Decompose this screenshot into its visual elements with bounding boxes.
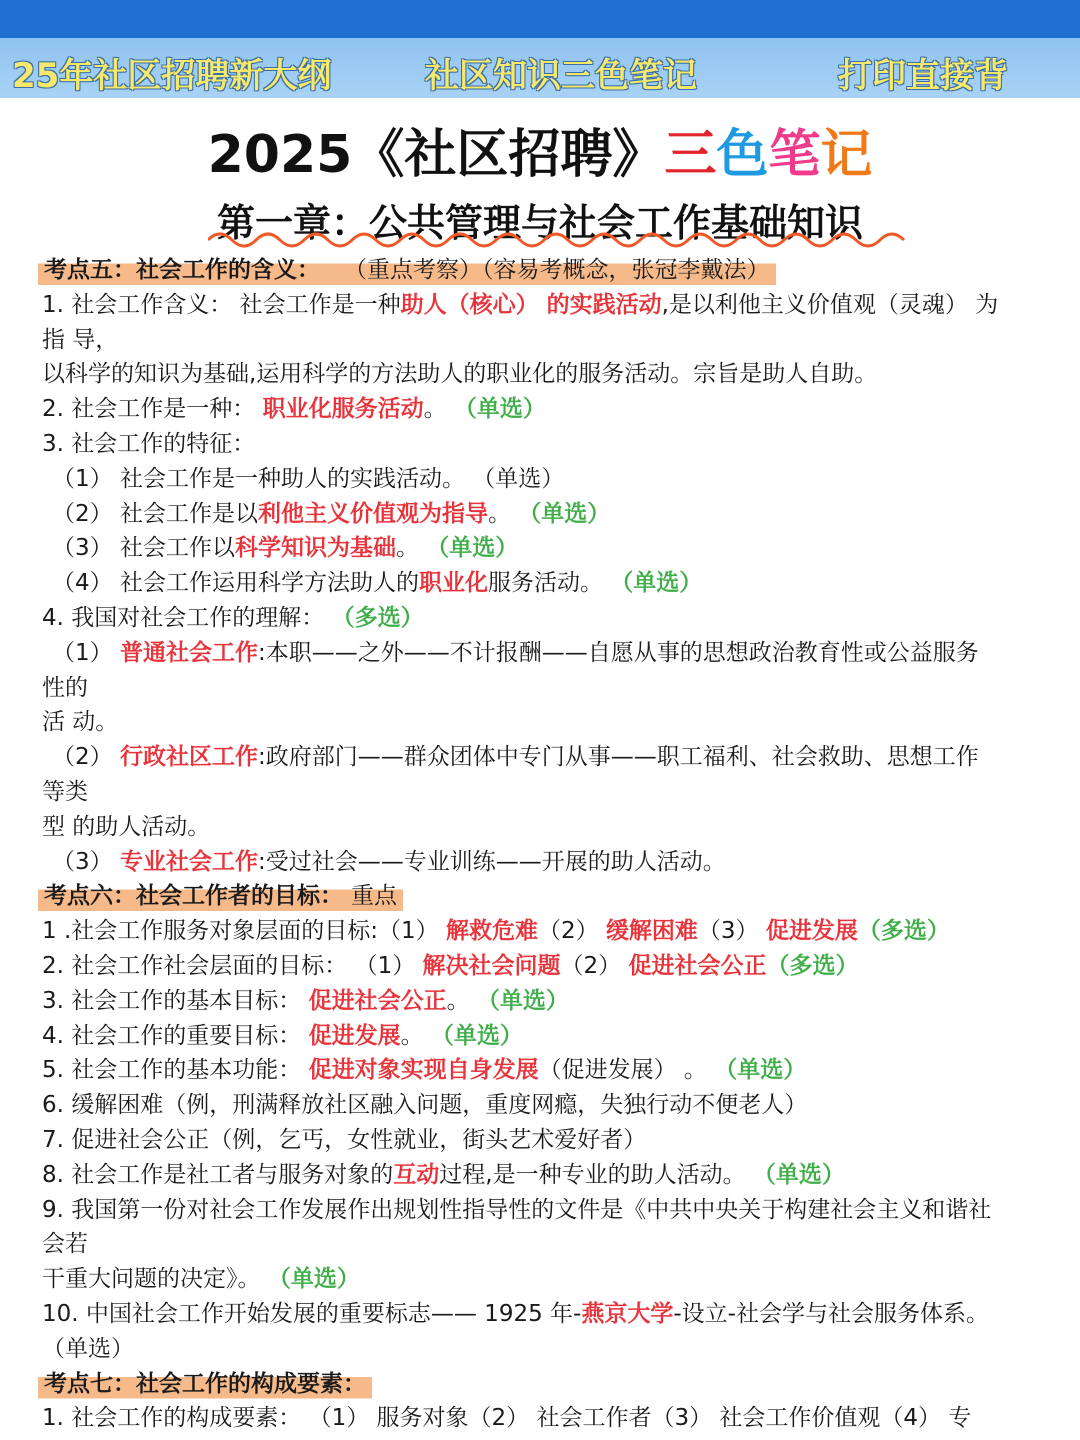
text: 1. 社会工作含义： 社会工作是一种 <box>42 291 401 318</box>
text: 3. 社会工作的基本目标： <box>42 987 309 1014</box>
key-term: 职业化 <box>418 570 488 597</box>
title-char-2: 色 <box>716 125 769 185</box>
list-item: 等类 <box>42 778 88 805</box>
list-item: 性的 <box>42 674 88 701</box>
key-term: 互动 <box>393 1161 440 1188</box>
text: 2. 社会工作社会层面的目标： （1） <box>42 952 423 979</box>
notes-content <box>42 253 1072 1436</box>
heading-text: 考点六：社会工作者的目标： <box>44 883 343 910</box>
title-char-1: 三 <box>664 125 717 185</box>
list-item: 6. 缓解困难（例，刑满释放社区融入问题，重度网瘾，失独行动不便老人） <box>42 1092 808 1119</box>
key-term: 专业社会工作 <box>119 848 258 875</box>
question-type: （单选） <box>714 1057 807 1084</box>
text: （2） 社会工作是以 <box>52 500 258 527</box>
key-term: 促进社会公正 <box>308 987 447 1014</box>
highlight-marker <box>38 879 403 914</box>
list-item <box>42 984 1072 1019</box>
key-term: 利他主义价值观为指导 <box>257 500 488 527</box>
list-item <box>42 1019 1072 1054</box>
list-item <box>42 1053 1072 1088</box>
question-type: （单选） <box>752 1161 845 1188</box>
text: 4. 我国对社会工作的理解： <box>42 604 332 631</box>
question-type: （单选） <box>476 987 569 1014</box>
text: （促进发展） 。 <box>538 1057 715 1084</box>
key-term: 普通社会工作 <box>119 639 258 666</box>
text: 过程,是一种专业的助人活动。 <box>439 1161 753 1188</box>
key-term: 科学知识为基础 <box>234 535 396 562</box>
key-term: 燕京大学 <box>581 1300 674 1327</box>
key-term: 行政社区工作 <box>119 744 258 771</box>
text: :本职——之外——不计报酬——自愿从事的思想政治教育性或公益服务 <box>257 639 979 666</box>
list-item <box>42 740 1072 775</box>
list-item <box>42 1262 1072 1297</box>
text: 10. 中国社会工作开始发展的重要标志—— 1925 年- <box>42 1300 582 1327</box>
heading-note: 重点 <box>351 883 398 910</box>
banner-text-right: 打印直接背 <box>838 56 1008 96</box>
heading-note: （重点考察）（容易考概念，张冠李戴法） <box>344 257 770 283</box>
list-item: 9. 我国第一份对社会工作发展作出规划性指导性的文件是《中共中央关于构建社会主义和谐社 <box>42 1196 992 1223</box>
title-char-3: 笔 <box>768 125 821 185</box>
text: :政府部门——群众团体中专门从事——职工福利、社会救助、思想工作 <box>257 744 979 771</box>
heading-text: 考点五：社会工作的含义： <box>44 257 320 283</box>
text: 。 <box>487 500 519 527</box>
list-item <box>42 1158 1072 1193</box>
question-type: （单选） <box>426 535 519 562</box>
text: 干重大问题的决定》。 <box>42 1266 268 1293</box>
list-item <box>42 566 1072 601</box>
text: ,是以利他主义价值观（灵魂） 为 <box>661 291 999 318</box>
highlight-marker <box>38 253 776 288</box>
section-5-heading <box>42 253 1072 288</box>
section-6-heading <box>42 879 1072 914</box>
text: （2） <box>537 918 606 945</box>
list-item: （1） 社会工作是一种助人的实践活动。 （单选） <box>52 465 565 492</box>
list-item: 指 导， <box>42 326 119 353</box>
list-item: 型 的助人活动。 <box>42 813 211 840</box>
list-item: 活 动。 <box>42 709 119 736</box>
key-term: 缓解困难 <box>605 918 698 945</box>
list-item <box>42 392 1072 427</box>
key-term: 促进对象实现自身发展 <box>308 1057 539 1084</box>
banner-text-left: 25年社区招聘新大纲 <box>12 56 332 96</box>
text: 。 <box>423 396 454 423</box>
banner-text-center: 社区知识三色笔记 <box>425 56 697 96</box>
question-type: （多选） <box>766 952 859 979</box>
text: （3） 社会工作以 <box>52 535 235 562</box>
text: （2） <box>560 952 629 979</box>
text: （3） <box>52 848 120 875</box>
page-title <box>0 112 1080 187</box>
list-item <box>42 845 1072 880</box>
heading-text: 考点七：社会工作的构成要素： <box>44 1370 366 1397</box>
chapter-heading: 第一章：公共管理与社会工作基础知识 <box>216 201 863 245</box>
key-term: 解决社会问题 <box>422 952 561 979</box>
list-item: 1. 社会工作的构成要素： （1） 服务对象（2） 社会工作者（3） 社会工作价值观（4） 专 <box>42 1405 972 1432</box>
list-item <box>42 636 1072 671</box>
chapter-wave-underline <box>208 226 914 250</box>
text: （3） <box>697 918 766 945</box>
list-item <box>42 531 1072 566</box>
list-item <box>42 288 1072 323</box>
list-item: 3. 社会工作的特征： <box>42 430 256 457</box>
top-color-bar <box>0 0 1080 38</box>
text: 。 <box>395 535 427 562</box>
question-type: （单选） <box>453 396 546 423</box>
key-term: 促进社会公正 <box>628 952 767 979</box>
list-item: 会若 <box>42 1231 88 1258</box>
list-item: 以科学的知识为基础,运用科学的方法助人的职业化的服务活动。宗旨是助人自助。 <box>42 361 878 388</box>
key-term: 职业化服务活动 <box>262 396 424 423</box>
list-item <box>42 601 1072 636</box>
title-char-4: 记 <box>820 125 873 185</box>
text: 8. 社会工作是社工者与服务对象的 <box>42 1161 394 1188</box>
list-item <box>42 949 1072 984</box>
text: （4） 社会工作运用科学方法助人的 <box>52 570 419 597</box>
question-type: （多选） <box>857 918 950 945</box>
text: 1 .社会工作服务对象层面的目标:（1） <box>42 918 446 945</box>
key-term: 促进发展 <box>765 918 858 945</box>
question-type: （单选） <box>430 1022 523 1049</box>
text: （1） <box>52 639 120 666</box>
text: 2. 社会工作是一种： <box>42 396 263 423</box>
key-term: 解救危难 <box>445 918 538 945</box>
list-item <box>42 497 1072 532</box>
key-term: 助人（核心） 的实践活动 <box>400 291 662 318</box>
title-main: 2025《社区招聘》 <box>207 125 665 185</box>
text: :受过社会——专业训练——开展的助人活动。 <box>257 848 726 875</box>
text: 。 <box>400 1022 431 1049</box>
question-type: （单选） <box>518 500 611 527</box>
text: 5. 社会工作的基本功能： <box>42 1057 309 1084</box>
list-item <box>42 914 1072 949</box>
text: 4. 社会工作的重要目标： <box>42 1022 309 1049</box>
text: （2） <box>52 744 120 771</box>
highlight-marker <box>38 1367 372 1402</box>
text: 服务活动。 <box>487 570 611 597</box>
key-term: 促进发展 <box>308 1022 401 1049</box>
question-type: （单选） <box>267 1266 360 1293</box>
list-item <box>42 1297 1072 1332</box>
section-7-heading <box>42 1367 1072 1402</box>
list-item: （单选） <box>42 1335 134 1362</box>
question-type: （单选） <box>610 570 703 597</box>
header-banner <box>0 38 1080 98</box>
question-type: （多选） <box>331 604 424 631</box>
text: -设立-社会学与社会服务体系。 <box>673 1300 989 1327</box>
list-item: 7. 促进社会公正（例，乞丐，女性就业，街头艺术爱好者） <box>42 1126 647 1153</box>
text: 。 <box>446 987 477 1014</box>
